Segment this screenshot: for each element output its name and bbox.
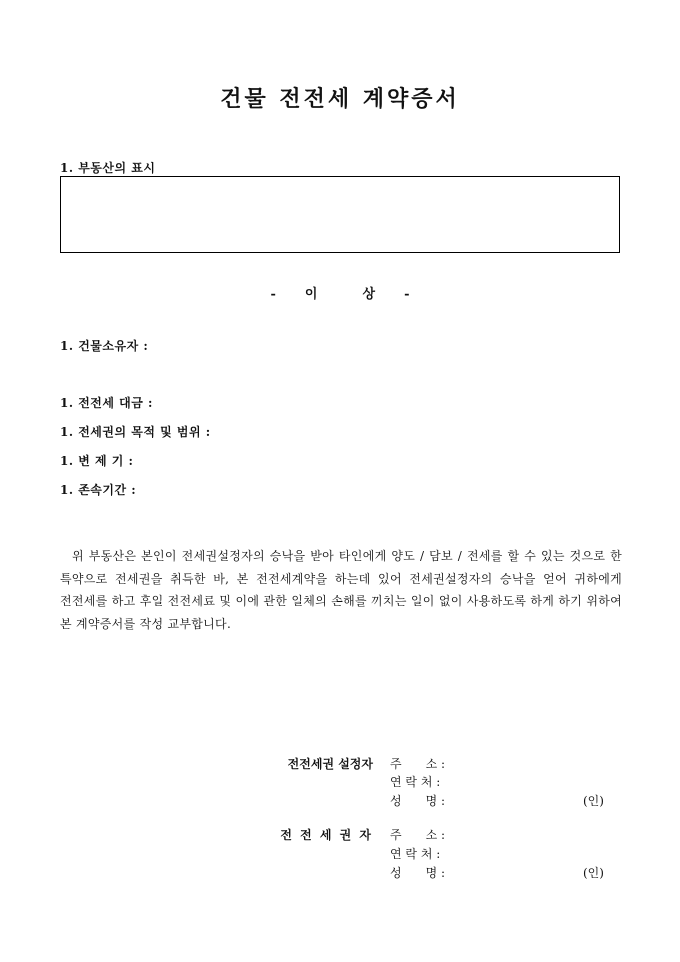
iisang-dash-right: -: [404, 287, 410, 302]
iisang-marker: [0, 283, 680, 302]
building-owner-label: 1. 건물소유자 :: [60, 339, 149, 353]
holder-seal-mark: (인): [583, 866, 604, 880]
repayment-date-label: 1. 변 제 기 :: [60, 454, 134, 468]
holder-contact-label: 연 락 처 :: [390, 847, 441, 861]
setter-role-label: 전전세권 설정자: [287, 757, 373, 771]
iisang-char-1: 이: [304, 287, 318, 302]
holder-address-label: 주 소 :: [390, 828, 446, 842]
document-title: 건물 전전세 계약증서: [220, 86, 460, 112]
setter-contact-label: 연 락 처 :: [390, 775, 441, 789]
setter-seal-mark: (인): [583, 794, 604, 808]
holder-role-label: 전 전 세 권 자: [280, 828, 373, 842]
duration-label: 1. 존속기간 :: [60, 483, 137, 497]
setter-name-label: 성 명 :: [390, 794, 446, 808]
property-section-label: 1. 부동산의 표시: [60, 161, 156, 175]
deposit-label: 1. 전전세 대금 :: [60, 396, 153, 410]
holder-name-label: 성 명 :: [390, 866, 446, 880]
setter-address-label: 주 소 :: [390, 757, 446, 771]
iisang-dash-left: -: [270, 287, 276, 302]
purpose-scope-label: 1. 전세권의 목적 및 범위 :: [60, 425, 211, 439]
iisang-char-2: 상: [362, 287, 376, 302]
contract-body-paragraph: 위 부동산은 본인이 전세권설정자의 승낙을 받아 타인에게 양도 / 담보 / 전세를 할 수 있는 것으로 한 특약으로 전세권을 취득한 바, 본 전전세계약을 하는데 있어 전세권설정자의 승낙을 얻어 귀하에게 전전세를 하고 후일 전전세료 및 이에 관한 일체의 손해를 끼치는 일이 없이 사용하도록 하게 하기 위하여 본 계약증서를 작성 교부합니다.: [60, 549, 622, 631]
property-description-box: [60, 176, 620, 253]
